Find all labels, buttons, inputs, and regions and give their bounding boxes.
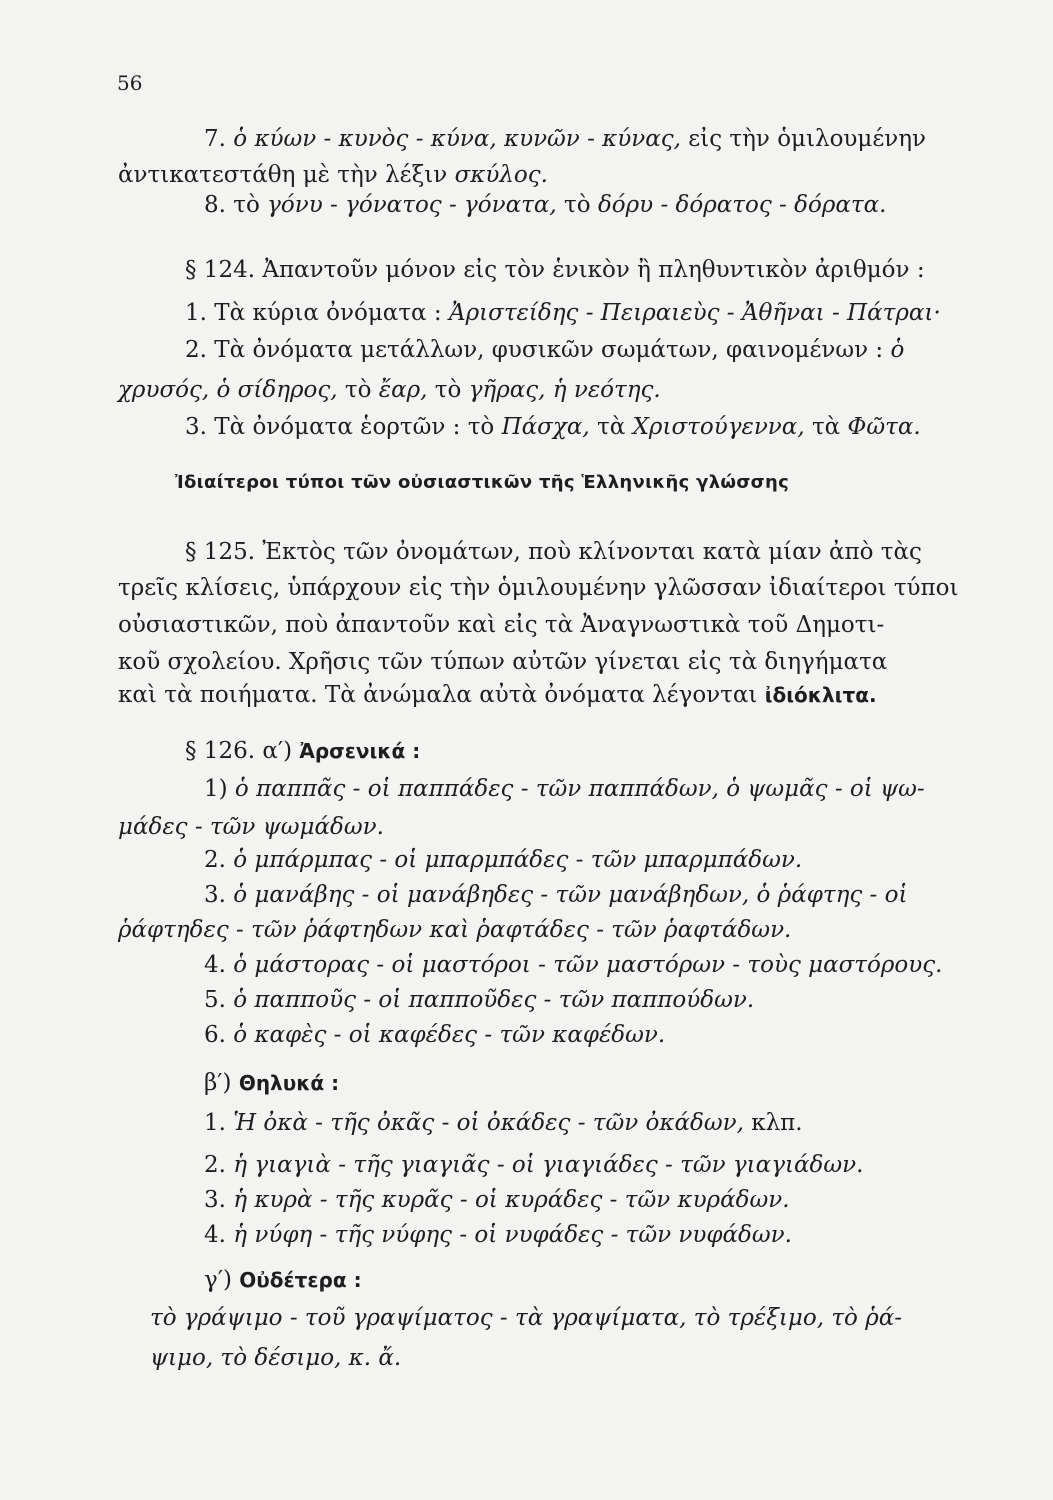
declension-forms: Ἡ ὀκὰ - τῆς ὀκᾶς - οἱ ὀκάδες - τῶν ὀκάδων, (233, 1110, 744, 1136)
masculine-item-1 (204, 774, 925, 804)
item-number: 2. (204, 847, 226, 873)
article: τὸ (233, 192, 260, 218)
section-124-item-3 (185, 412, 921, 442)
article: τὸ (564, 192, 591, 218)
declension-forms: ὁ παπποῦς - οἱ παπποῦδες - τῶν παππούδων. (233, 987, 755, 1013)
feminine-item-3 (204, 1185, 790, 1215)
section-125-line-5 (118, 680, 877, 710)
subheading-feminine: Θηλυκά : (238, 1071, 340, 1095)
section-126-heading (185, 736, 420, 766)
item-number: 5. (204, 987, 226, 1013)
item-number: 6. (204, 1022, 226, 1048)
examples: γῆρας, ἡ νεότης. (468, 377, 661, 403)
item-number: 2. (204, 1152, 226, 1178)
declension-forms: ἡ νύφη - τῆς νύφης - οἱ νυφάδες - τῶν νυφάδων. (233, 1222, 792, 1248)
declension-forms: ὁ μάστορας - οἱ μαστόροι - τῶν μαστόρων - τοὺς μαστόρους. (233, 952, 943, 978)
item-7-line-1 (204, 124, 926, 154)
example-word: Φῶτα. (847, 414, 921, 440)
section-124-item-1 (185, 298, 941, 328)
article: τὸ (344, 377, 372, 403)
declension-forms: ὁ καφὲς - οἱ καφέδες - τῶν καφέδων. (233, 1022, 666, 1048)
declension-forms: ἡ γιαγιὰ - τῆς γιαγιᾶς - οἱ γιαγιάδες - τῶν γιαγιάδων. (233, 1152, 864, 1178)
section-124-item-2 (185, 335, 904, 365)
section-124-heading: § 124. Ἀπαντοῦν μόνον εἰς τὸν ἑνικὸν ἢ πληθυντικὸν ἀριθμόν : (185, 257, 925, 283)
item-number: 7. (204, 126, 226, 152)
article: τὰ (811, 414, 841, 440)
masculine-item-6 (204, 1020, 665, 1050)
item-number: 3. (204, 1187, 226, 1213)
body-text: εἰς τὴν ὁμιλουμένην (688, 126, 927, 152)
abbreviation: κλπ. (751, 1110, 803, 1136)
masculine-item-3 (204, 880, 908, 910)
masculine-item-3-cont: ῥάφτηδες - τῶν ῥάφτηδων καὶ ῥαφτάδες - τῶν ῥαφτάδων. (118, 917, 792, 943)
subheading-masculine: Ἀρσενικά : (299, 739, 421, 763)
body-text: ἀντικατεστάθη μὲ τὴν λέξιν (118, 162, 448, 188)
subheading-neuter: Οὐδέτερα : (239, 1268, 362, 1292)
masculine-item-5 (204, 985, 754, 1015)
example-word: Χριστούγεννα, (632, 414, 805, 440)
section-125-line-3: οὐσιαστικῶν, ποὺ ἀπαντοῦν καὶ εἰς τὰ Ἀναγνωστικὰ τοῦ Δημοτι- (118, 612, 885, 638)
declension-forms: δόρυ - δόρατος - δόρατα. (597, 192, 887, 218)
feminine-item-1 (204, 1108, 803, 1138)
declension-forms: ἡ κυρὰ - τῆς κυρᾶς - οἱ κυράδες - τῶν κυράδων. (233, 1187, 790, 1213)
feminine-item-2 (204, 1150, 863, 1180)
body-text: 2. Τὰ ὀνόματα μετάλλων, φυσικῶν σωμάτων, φαινομένων : (185, 337, 884, 363)
feminine-item-4 (204, 1220, 792, 1250)
section-label: β′) (204, 1070, 232, 1096)
article: τὰ (596, 414, 626, 440)
masculine-item-2 (204, 845, 802, 875)
feminine-heading (204, 1068, 339, 1098)
body-text: 3. Τὰ ὀνόματα ἑορτῶν : τὸ (185, 414, 495, 440)
example-word: σκύλος. (454, 162, 548, 188)
item-number: 4. (204, 952, 226, 978)
body-text: καὶ τὰ ποιήματα. Τὰ ἀνώμαλα αὐτὰ ὀνόματα λέγονται (118, 682, 758, 708)
section-124-item-2-cont (118, 375, 661, 405)
neuter-heading (204, 1265, 362, 1295)
key-term: ἰδιόκλιτα. (764, 683, 877, 707)
item-number: 1) (204, 776, 228, 802)
masculine-item-4 (204, 950, 942, 980)
section-label: § 126. α′) (185, 738, 293, 764)
section-125-line-2: τρεῖς κλίσεις, ὑπάρχουν εἰς τὴν ὁμιλουμένην γλῶσσαν ἰδιαίτεροι τύποι (118, 575, 959, 601)
section-125-line-1: § 125. Ἐκτὸς τῶν ὀνομάτων, ποὺ κλίνονται κατὰ μίαν ἀπὸ τὰς (185, 539, 922, 565)
item-number: 1. (204, 1110, 226, 1136)
article: τὸ (434, 377, 462, 403)
section-label: γ′) (204, 1267, 232, 1293)
neuter-line-2: ψιμο, τὸ δέσιμο, κ. ἄ. (150, 1345, 402, 1371)
item-8-line (204, 190, 886, 220)
section-125-line-4: κοῦ σχολείου. Χρῆσις τῶν τύπων αὐτῶν γίνεται εἰς τὰ διηγήματα (118, 649, 888, 675)
masculine-item-1-cont: μάδες - τῶν ψωμάδων. (118, 814, 384, 840)
declension-forms: ὁ παππᾶς - οἱ παππάδες - τῶν παππάδων, ὁ ψωμᾶς - οἱ ψω- (234, 776, 925, 802)
examples: χρυσός, ὁ σίδηρος, (118, 377, 338, 403)
item-number: 8. (204, 192, 226, 218)
article: ὁ (890, 337, 905, 363)
article: ὁ (233, 126, 248, 152)
examples: ἔαρ, (378, 377, 428, 403)
declension-forms: ὁ μπάρμπας - οἱ μπαρμπάδες - τῶν μπαρμπάδων. (233, 847, 803, 873)
example-word: Πάσχα, (501, 414, 590, 440)
item-number: 4. (204, 1222, 226, 1248)
section-heading: Ἰδιαίτεροι τύποι τῶν οὐσιαστικῶν τῆς Ἑλληνικῆς γλώσσης (175, 472, 790, 493)
declension-forms: ὁ μανάβης - οἱ μανάβηδες - τῶν μανάβηδων, ὁ ῥάφτης - οἱ (233, 882, 908, 908)
neuter-line-1: τὸ γράψιμο - τοῦ γραψίματος - τὰ γραψίματα, τὸ τρέξιμο, τὸ ῥά- (150, 1305, 903, 1331)
item-7-line-2 (118, 160, 548, 190)
declension-forms: κύων - κυνὸς - κύνα, κυνῶν - κύνας, (254, 126, 681, 152)
body-text: 1. Τὰ κύρια ὀνόματα : (185, 300, 442, 326)
item-number: 3. (204, 882, 226, 908)
page-number: 56 (117, 71, 143, 95)
examples: Ἀριστείδης - Πειραιεὺς - Ἀθῆναι - Πάτραι· (448, 300, 941, 326)
declension-forms: γόνυ - γόνατος - γόνατα, (267, 192, 557, 218)
